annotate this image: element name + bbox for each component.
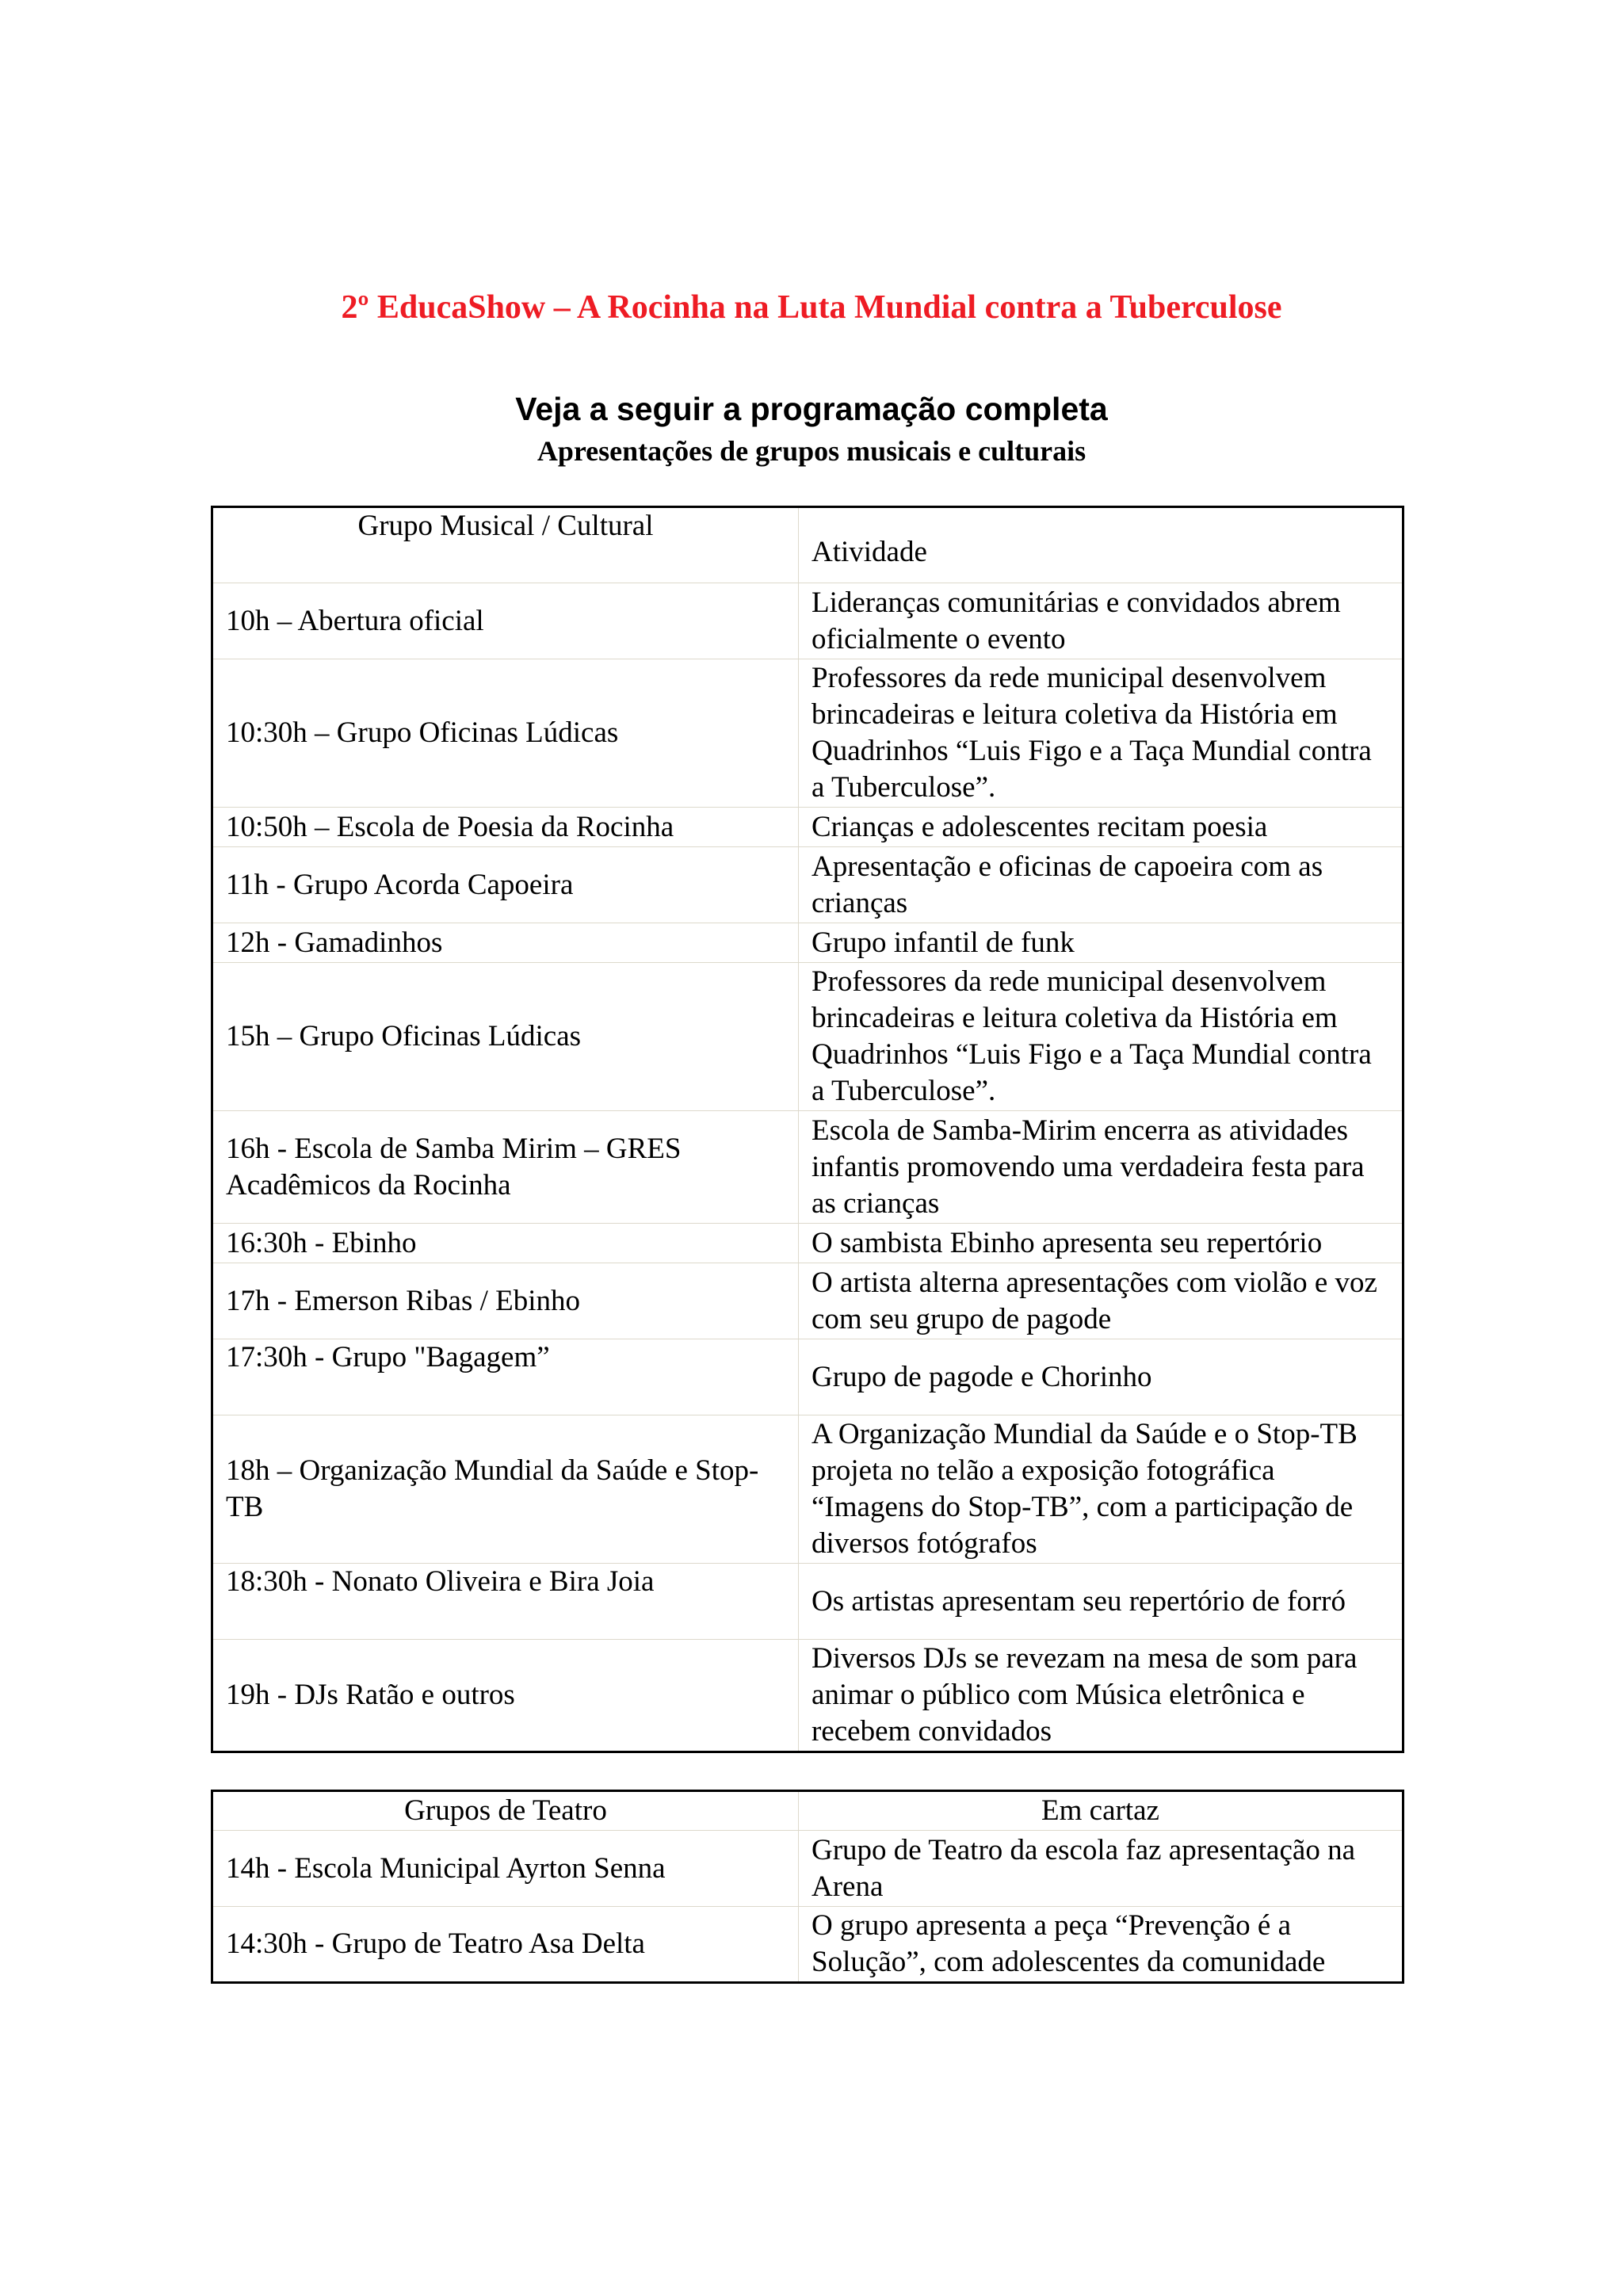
group-cell: 12h - Gamadinhos bbox=[212, 923, 799, 963]
activity-cell: Diversos DJs se revezam na mesa de som para animar o público com Música eletrônica e recebem convidados bbox=[799, 1640, 1403, 1752]
column-header-activity: Atividade bbox=[799, 507, 1403, 583]
table-row bbox=[212, 1907, 1403, 1983]
group-cell: 11h - Grupo Acorda Capoeira bbox=[212, 847, 799, 923]
column-header-group: Grupos de Teatro bbox=[212, 1791, 799, 1831]
table-row bbox=[212, 847, 1403, 923]
table-row bbox=[212, 963, 1403, 1111]
table-row bbox=[212, 1339, 1403, 1415]
table-header-row bbox=[212, 507, 1403, 583]
group-cell: 15h – Grupo Oficinas Lúdicas bbox=[212, 963, 799, 1111]
table-row bbox=[212, 1640, 1403, 1752]
table-row bbox=[212, 1415, 1403, 1564]
activity-cell: Crianças e adolescentes recitam poesia bbox=[799, 808, 1403, 847]
group-cell: 18h – Organização Mundial da Saúde e Stop-TB bbox=[212, 1415, 799, 1564]
activity-cell: Professores da rede municipal desenvolvem brincadeiras e leitura coletiva da História em Quadrinhos “Luis Figo e a Taça Mundial contra a Tuberculose”. bbox=[799, 659, 1403, 808]
group-cell: 18:30h - Nonato Oliveira e Bira Joia bbox=[212, 1564, 799, 1640]
group-cell: 10h – Abertura oficial bbox=[212, 583, 799, 659]
column-header-group: Grupo Musical / Cultural bbox=[212, 507, 799, 583]
column-header-activity: Em cartaz bbox=[799, 1791, 1403, 1831]
page-title: 2º EducaShow – A Rocinha na Luta Mundial contra a Tuberculose bbox=[341, 289, 1282, 326]
section-subtitle: Apresentações de grupos musicais e culturais bbox=[537, 435, 1086, 467]
group-cell: 17:30h - Grupo "Bagagem” bbox=[212, 1339, 799, 1415]
table-row bbox=[212, 659, 1403, 808]
table-row bbox=[212, 923, 1403, 963]
music-schedule-table bbox=[211, 506, 1404, 1753]
activity-cell: Professores da rede municipal desenvolvem brincadeiras e leitura coletiva da História em Quadrinhos “Luis Figo e a Taça Mundial contra a Tuberculose”. bbox=[799, 963, 1403, 1111]
subtitle: Veja a seguir a programação completa bbox=[515, 391, 1108, 427]
group-cell: 10:30h – Grupo Oficinas Lúdicas bbox=[212, 659, 799, 808]
group-cell: 14h - Escola Municipal Ayrton Senna bbox=[212, 1831, 799, 1907]
table-row bbox=[212, 808, 1403, 847]
activity-cell: Escola de Samba-Mirim encerra as atividades infantis promovendo uma verdadeira festa para as crianças bbox=[799, 1111, 1403, 1224]
table-row bbox=[212, 1224, 1403, 1263]
activity-cell: Lideranças comunitárias e convidados abrem oficialmente o evento bbox=[799, 583, 1403, 659]
table-row bbox=[212, 583, 1403, 659]
group-cell: 17h - Emerson Ribas / Ebinho bbox=[212, 1263, 799, 1339]
table-header-row bbox=[212, 1791, 1403, 1831]
group-cell: 19h - DJs Ratão e outros bbox=[212, 1640, 799, 1752]
activity-cell: Grupo infantil de funk bbox=[799, 923, 1403, 963]
group-cell: 16h - Escola de Samba Mirim – GRES Acadêmicos da Rocinha bbox=[212, 1111, 799, 1224]
activity-cell: Grupo de pagode e Chorinho bbox=[799, 1339, 1403, 1415]
activity-cell: Grupo de Teatro da escola faz apresentação na Arena bbox=[799, 1831, 1403, 1907]
table-row bbox=[212, 1263, 1403, 1339]
theatre-schedule-table bbox=[211, 1790, 1404, 1984]
group-cell: 14:30h - Grupo de Teatro Asa Delta bbox=[212, 1907, 799, 1983]
activity-cell: A Organização Mundial da Saúde e o Stop-TB projeta no telão a exposição fotográfica “Imagens do Stop-TB”, com a participação de diversos fotógrafos bbox=[799, 1415, 1403, 1564]
activity-cell: O sambista Ebinho apresenta seu repertório bbox=[799, 1224, 1403, 1263]
activity-cell: Os artistas apresentam seu repertório de forró bbox=[799, 1564, 1403, 1640]
group-cell: 10:50h – Escola de Poesia da Rocinha bbox=[212, 808, 799, 847]
activity-cell: O artista alterna apresentações com violão e voz com seu grupo de pagode bbox=[799, 1263, 1403, 1339]
table-row bbox=[212, 1564, 1403, 1640]
table-row bbox=[212, 1111, 1403, 1224]
activity-cell: Apresentação e oficinas de capoeira com as crianças bbox=[799, 847, 1403, 923]
activity-cell: O grupo apresenta a peça “Prevenção é a Solução”, com adolescentes da comunidade bbox=[799, 1907, 1403, 1983]
table-row bbox=[212, 1831, 1403, 1907]
group-cell: 16:30h - Ebinho bbox=[212, 1224, 799, 1263]
